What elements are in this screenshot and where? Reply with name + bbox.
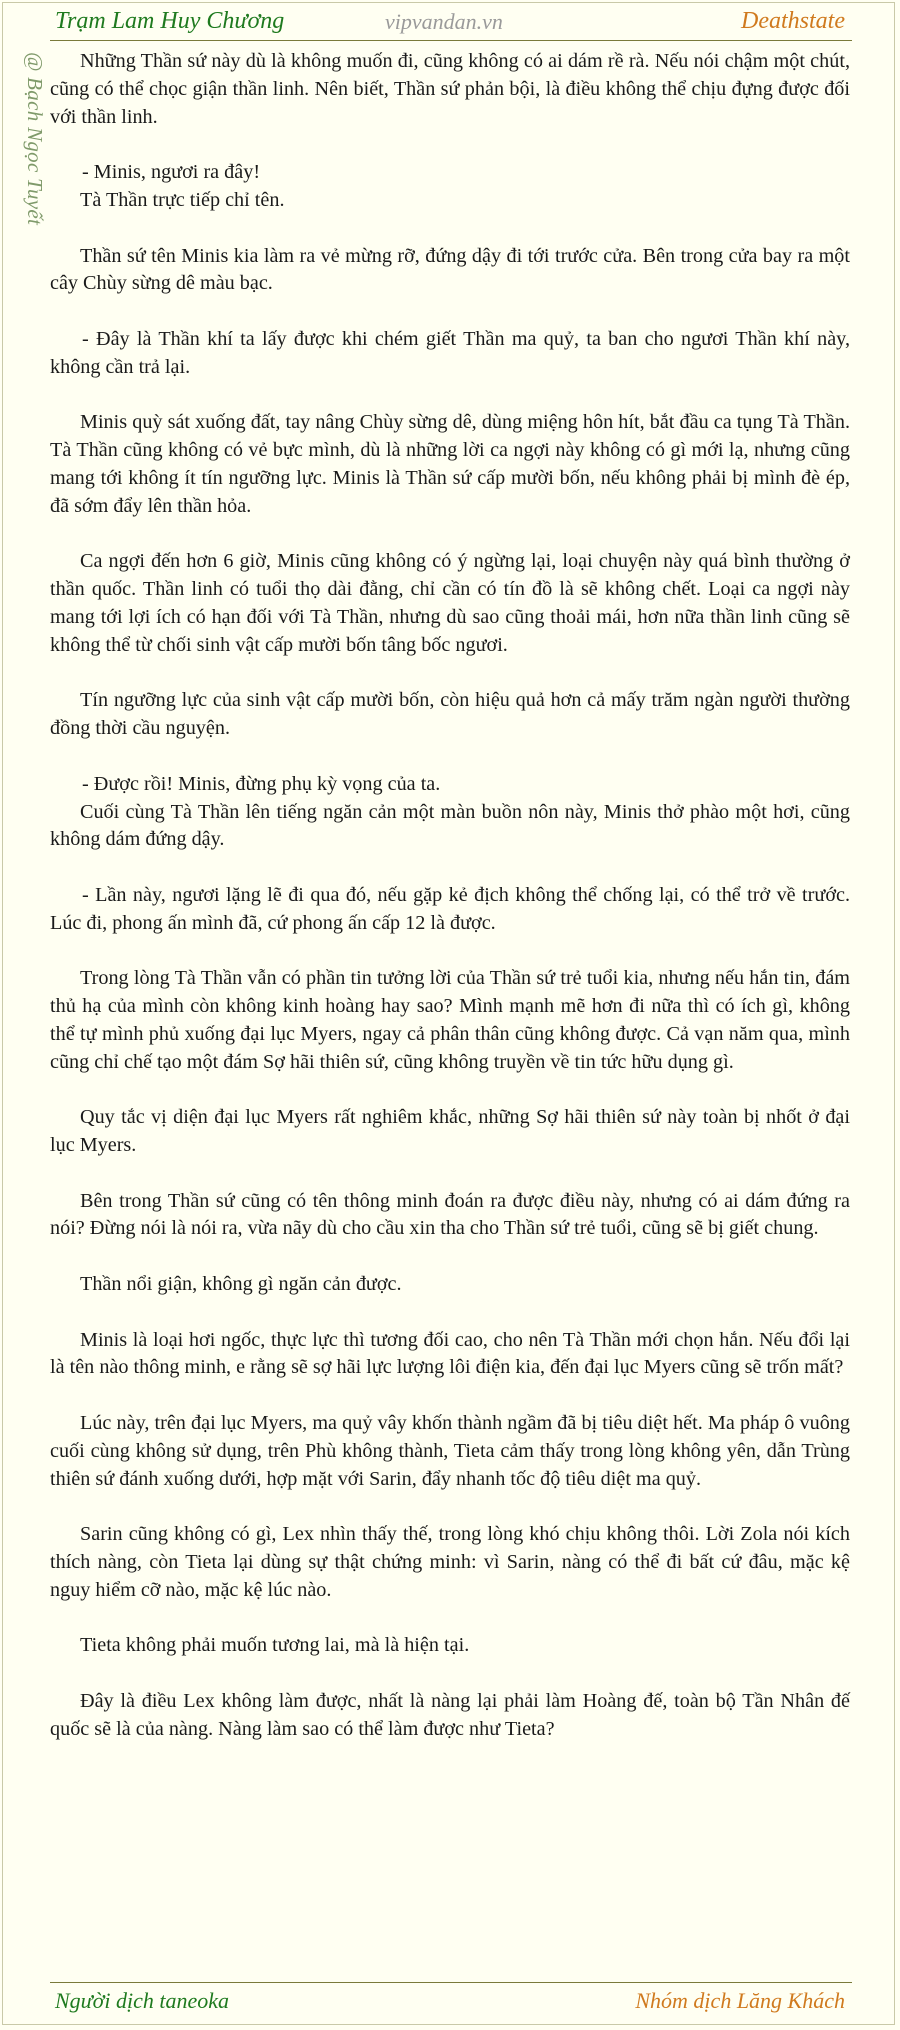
paragraph: Sarin cũng không có gì, Lex nhìn thấy thế, trong lòng khó chịu không thôi. Lời Zola nói kích thích nàng, còn Tieta lại dùng sự thật chứng minh: vì Sarin, nàng có thể đi bất cứ đâu, mặc kệ nguy hiểm cỡ nào, mặc kệ lúc nào.: [50, 1523, 850, 1601]
footer-divider: [50, 1982, 852, 1983]
group-credit: Nhóm dịch Lăng Khách: [635, 1988, 845, 2013]
site-name: Trạm Lam Huy Chương: [55, 8, 285, 34]
paragraph: Tà Thần trực tiếp chỉ tên.: [80, 188, 285, 211]
paragraph: Bên trong Thần sứ cũng có tên thông minh đoán ra được điều này, nhưng có ai dám đứng ra nói? Đừng nói là nói ra, vừa nãy dù cho cầu xin tha cho Thần sứ trẻ tuổi, cũng sẽ bị giết chung.: [50, 1189, 850, 1240]
paragraph: Những Thần sứ này dù là không muốn đi, cũng không có ai dám rề rà. Nếu nói chậm một chút, cũng có thể chọc giận thần linh. Nên biết, Thần sứ phản bội, là điều không thể chịu đựng được đối với thần linh.: [50, 50, 850, 128]
paragraph: Minis quỳ sát xuống đất, tay nâng Chùy sừng dê, dùng miệng hôn hít, bắt đầu ca tụng Tà Thần. Tà Thần cũng không có vẻ bực mình, dù là những lời ca ngợi này không có gì mới lạ, nhưng cũng mang tới không ít tín ngưỡng lực. Minis là Thần sứ cấp mười bốn, nếu không phải bị mình đè ép, đã sớm đẩy lên thần hỏa.: [50, 411, 850, 517]
paragraph: Thần nổi giận, không gì ngăn cản được.: [80, 1273, 402, 1296]
dialogue-line: - Lần này, ngươi lặng lẽ đi qua đó, nếu gặp kẻ địch không thể chống lại, có thể trở về trước. Lúc đi, phong ấn mình đã, cứ phong ấn cấp 12 là được.: [50, 883, 850, 934]
paragraph: Tieta không phải muốn tương lai, mà là hiện tại.: [80, 1634, 470, 1657]
author-watermark: @ Bạch Ngọc Tuyết: [23, 52, 47, 226]
paragraph: Trong lòng Tà Thần vẫn có phần tin tưởng lời của Thần sứ trẻ tuổi kia, nhưng nếu hắn tin, đám thủ hạ của mình còn không kinh hoàng hay sao? Mình mạnh mẽ hơn đi nữa thì có ích gì, không thể tự mình phủ xuống đại lục Myers, ngay cả phân thân cũng không được. Cả vạn năm qua, mình cũng chỉ chế tạo một đám Sợ hãi thiên sứ, cũng không truyền về tin tức hữu dụng gì.: [50, 967, 850, 1073]
translator-credit: Người dịch taneoka: [55, 1988, 230, 2013]
paragraph: Cuối cùng Tà Thần lên tiếng ngăn cản một màn buồn nôn này, Minis thở phào một hơi, cũng không dám đứng dậy.: [50, 800, 850, 851]
dialogue-line: - Minis, ngươi ra đây!: [82, 161, 261, 184]
paragraph: Ca ngợi đến hơn 6 giờ, Minis cũng không có ý ngừng lại, loại chuyện này quá bình thường ở thần quốc. Thần linh có tuổi thọ dài đằng, chỉ cần có tín đồ là sẽ không chết. Loại ca ngợi này mang tới lợi ích có hạn đối với Tà Thần, nhưng dù sao cũng thoải mái, hơn nữa thần linh cũng sẽ không thể từ chối sinh vật cấp mười bốn tâng bốc ngươi.: [50, 550, 850, 656]
paragraph: Thần sứ tên Minis kia làm ra vẻ mừng rỡ, đứng dậy đi tới trước cửa. Bên trong cửa bay ra một cây Chùy sừng dê màu bạc.: [50, 244, 850, 295]
paragraph: Tín ngưỡng lực của sinh vật cấp mười bốn, còn hiệu quả hơn cả mấy trăm ngàn người thường đồng thời cầu nguyện.: [50, 689, 850, 740]
paragraph: Minis là loại hơi ngốc, thực lực thì tương đối cao, cho nên Tà Thần mới chọn hắn. Nếu đổi lại là tên nào thông minh, e rằng sẽ sợ hãi lực lượng lôi điện kia, đến đại lục Myers cũng sẽ trốn mất?: [50, 1328, 850, 1379]
dialogue-line: - Được rồi! Minis, đừng phụ kỳ vọng của ta.: [82, 772, 441, 795]
header-divider: [50, 40, 852, 41]
website-url: vipvandan.vn: [385, 9, 503, 34]
paragraph: Lúc này, trên đại lục Myers, ma quỷ vây khốn thành ngầm đã bị tiêu diệt hết. Ma pháp ô vuông cuối cùng không sử dụng, trên Phù không thành, Tieta cảm thấy trong lòng không yên, dẫn Trùng thiên sứ đánh xuống dưới, hợp mặt với Sarin, đẩy nhanh tốc độ tiêu diệt ma quỷ.: [50, 1412, 850, 1490]
paragraph: Quy tắc vị diện đại lục Myers rất nghiêm khắc, những Sợ hãi thiên sứ này toàn bị nhốt ở đại lục Myers.: [50, 1106, 850, 1157]
paragraph: Đây là điều Lex không làm được, nhất là nàng lại phải làm Hoàng đế, toàn bộ Tần Nhân đế quốc sẽ là của nàng. Nàng làm sao có thể làm được như Tieta?: [50, 1690, 850, 1740]
book-title: Deathstate: [741, 8, 845, 34]
chapter-text: [50, 48, 850, 1771]
dialogue-line: - Đây là Thần khí ta lấy được khi chém giết Thần ma quỷ, ta ban cho ngươi Thần khí này, không cần trả lại.: [50, 327, 850, 378]
